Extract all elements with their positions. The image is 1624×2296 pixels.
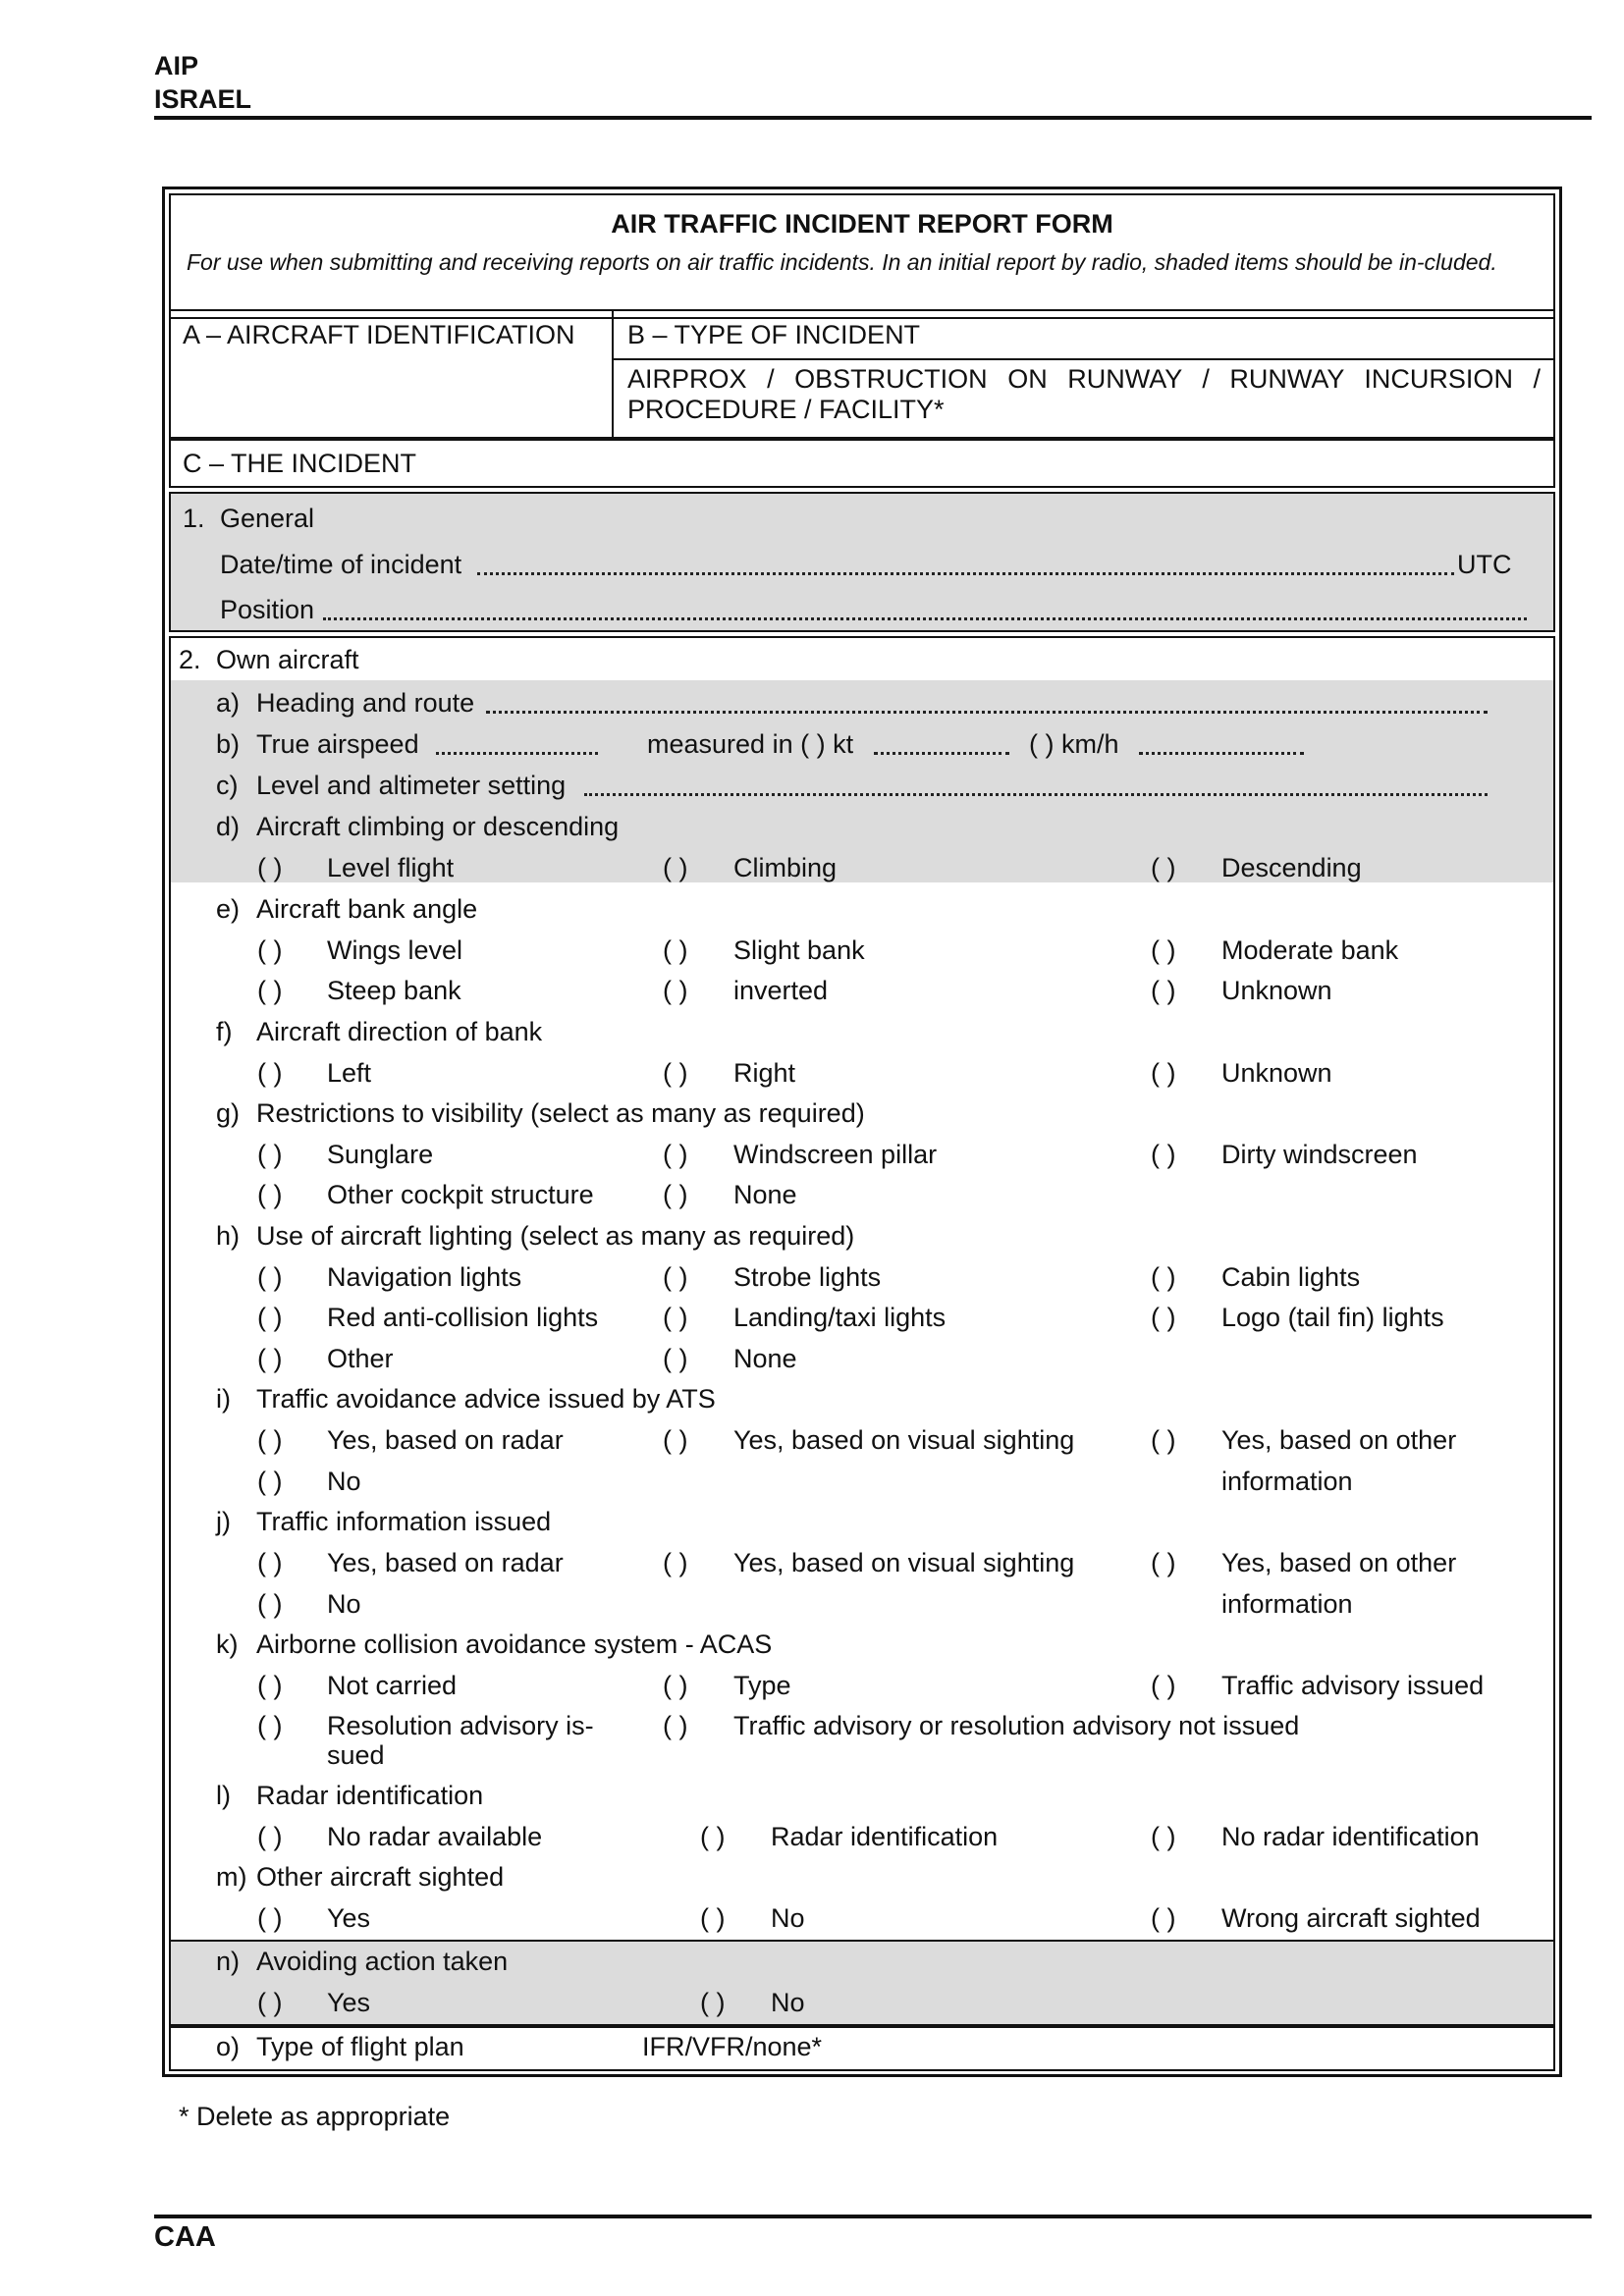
item-l-label: Radar identification <box>256 1781 484 1810</box>
position-label: Position <box>220 595 315 624</box>
datetime-dots[interactable] <box>477 572 1454 575</box>
checkbox-cabin-lights[interactable]: ( ) <box>1151 1262 1176 1292</box>
form-intro: For use when submitting and receiving reports on air traffic incidents. In an initial report by radio, shaded items should be in-cluded. <box>187 249 1497 275</box>
opt-slight-bank: Slight bank <box>733 935 865 965</box>
n-top-rule <box>171 1940 1553 1942</box>
opt-windscreen-pillar: Windscreen pillar <box>733 1140 938 1169</box>
general-box <box>169 492 1555 632</box>
item-n-label: Avoiding action taken <box>256 1947 509 1976</box>
item-a-label: Heading and route <box>256 688 475 718</box>
checkbox-i-other[interactable]: ( ) <box>1151 1425 1176 1455</box>
opt-moderate-bank: Moderate bank <box>1221 935 1399 965</box>
opt-climbing: Climbing <box>733 853 838 882</box>
footnote: * Delete as appropriate <box>179 2102 451 2131</box>
incident-types <box>627 364 1541 425</box>
document-header <box>154 49 251 116</box>
opt-j-other: Yes, based on other <box>1221 1548 1457 1577</box>
checkbox-logo-lights[interactable]: ( ) <box>1151 1303 1176 1332</box>
opt-i-other: Yes, based on other <box>1221 1425 1457 1455</box>
heading-route-dots[interactable] <box>486 711 1488 714</box>
incident-types-text: AIRPROX / OBSTRUCTION ON RUNWAY / RUNWAY INCURSION / PROCEDURE / FACILITY* <box>627 364 1541 424</box>
opt-radar-identification: Radar identification <box>771 1822 999 1851</box>
checkbox-i-radar[interactable]: ( ) <box>257 1425 283 1455</box>
kmh-dots[interactable] <box>1139 752 1304 755</box>
checkbox-acas-type[interactable]: ( ) <box>663 1671 688 1700</box>
checkbox-j-visual[interactable]: ( ) <box>663 1548 688 1577</box>
opt-wrong-aircraft: Wrong aircraft sighted <box>1221 1903 1481 1933</box>
opt-avoiding-yes: Yes <box>327 1988 371 2017</box>
opt-advisory-not-issued: Traffic advisory or resolution advisory not issued <box>733 1711 1300 1740</box>
item-o-letter: o) <box>216 2032 241 2061</box>
item-k-letter: k) <box>216 1629 239 1659</box>
kt-dots[interactable] <box>874 752 1009 755</box>
opt-anti-collision: Red anti-collision lights <box>327 1303 599 1332</box>
opt-resolution-advisory: Resolution advisory is- <box>327 1711 594 1740</box>
opt-navigation-lights: Navigation lights <box>327 1262 522 1292</box>
opt-logo-lights: Logo (tail fin) lights <box>1221 1303 1444 1332</box>
checkbox-j-other[interactable]: ( ) <box>1151 1548 1176 1577</box>
checkbox-visibility-none[interactable]: ( ) <box>663 1180 688 1209</box>
ab-divider <box>612 311 614 437</box>
item-i-letter: i) <box>216 1384 231 1414</box>
checkbox-i-no[interactable]: ( ) <box>257 1467 283 1496</box>
airspeed-dots[interactable] <box>436 752 598 755</box>
item-o-label: Type of flight plan <box>256 2032 464 2061</box>
item-f-letter: f) <box>216 1017 233 1046</box>
checkbox-climbing[interactable]: ( ) <box>663 853 688 882</box>
checkbox-level-flight[interactable]: ( ) <box>257 853 283 882</box>
opt-sunglare: Sunglare <box>327 1140 434 1169</box>
item-d-letter: d) <box>216 812 241 841</box>
checkbox-right[interactable]: ( ) <box>663 1058 688 1088</box>
item-d-label: Aircraft climbing or descending <box>256 812 620 841</box>
item-k-label: Airborne collision avoidance system - ACAS <box>256 1629 773 1659</box>
opt-traffic-advisory: Traffic advisory issued <box>1221 1671 1485 1700</box>
checkbox-sighted-yes[interactable]: ( ) <box>257 1903 283 1933</box>
opt-acas-type: Type <box>733 1671 791 1700</box>
item-e-letter: e) <box>216 894 241 924</box>
item-b-label: True airspeed <box>256 729 419 759</box>
item-i-label: Traffic avoidance advice issued by ATS <box>256 1384 716 1414</box>
b-divider <box>612 358 1555 360</box>
own-number: 2. <box>179 645 201 674</box>
checkbox-j-no[interactable]: ( ) <box>257 1589 283 1619</box>
opt-right: Right <box>733 1058 796 1088</box>
checkbox-inverted[interactable]: ( ) <box>663 976 688 1005</box>
opt-inverted: inverted <box>733 976 829 1005</box>
section-c-label: C – THE INCIDENT <box>183 449 417 478</box>
datetime-label: Date/time of incident <box>220 550 462 579</box>
checkbox-j-radar[interactable]: ( ) <box>257 1548 283 1577</box>
checkbox-traffic-advisory[interactable]: ( ) <box>1151 1671 1176 1700</box>
measured-in-kt: measured in ( ) kt <box>647 729 854 759</box>
header-rule <box>154 116 1592 120</box>
opt-direction-unknown: Unknown <box>1221 1058 1332 1088</box>
item-h-label: Use of aircraft lighting (select as many as required) <box>256 1221 855 1251</box>
item-e-label: Aircraft bank angle <box>256 894 478 924</box>
opt-level-flight: Level flight <box>327 853 455 882</box>
opt-i-visual: Yes, based on visual sighting <box>733 1425 1075 1455</box>
checkbox-dirty-windscreen[interactable]: ( ) <box>1151 1140 1176 1169</box>
opt-sighted-yes: Yes <box>327 1903 371 1933</box>
opt-steep-bank: Steep bank <box>327 976 461 1005</box>
item-c-label: Level and altimeter setting <box>256 771 567 800</box>
form-title: AIR TRAFFIC INCIDENT REPORT FORM <box>611 209 1113 239</box>
checkbox-no-radar[interactable]: ( ) <box>257 1822 283 1851</box>
footer-caa: CAA <box>154 2221 216 2253</box>
opt-left: Left <box>327 1058 372 1088</box>
footer-rule <box>154 2215 1592 2218</box>
item-f-label: Aircraft direction of bank <box>256 1017 543 1046</box>
checkbox-sighted-no[interactable]: ( ) <box>700 1903 726 1933</box>
section-a-label: A – AIRCRAFT IDENTIFICATION <box>183 320 575 349</box>
item-m-label: Other aircraft sighted <box>256 1862 505 1892</box>
item-l-letter: l) <box>216 1781 231 1810</box>
item-c-letter: c) <box>216 771 239 800</box>
checkbox-direction-unknown[interactable]: ( ) <box>1151 1058 1176 1088</box>
checkbox-strobe-lights[interactable]: ( ) <box>663 1262 688 1292</box>
opt-other-cockpit: Other cockpit structure <box>327 1180 594 1209</box>
flight-plan-value: IFR/VFR/none* <box>642 2032 823 2061</box>
item-a-letter: a) <box>216 688 241 718</box>
checkbox-avoiding-no[interactable]: ( ) <box>700 1988 726 2017</box>
opt-cabin-lights: Cabin lights <box>1221 1262 1361 1292</box>
opt-landing-taxi: Landing/taxi lights <box>733 1303 947 1332</box>
item-j-label: Traffic information issued <box>256 1507 552 1536</box>
checkbox-bank-unknown[interactable]: ( ) <box>1151 976 1176 1005</box>
checkbox-avoiding-yes[interactable]: ( ) <box>257 1988 283 2017</box>
title-box <box>169 193 1555 319</box>
checkbox-wings-level[interactable]: ( ) <box>257 935 283 965</box>
item-g-label: Restrictions to visibility (select as many as required) <box>256 1098 865 1128</box>
item-m-letter: m) <box>216 1862 247 1892</box>
opt-j-radar: Yes, based on radar <box>327 1548 564 1577</box>
item-h-letter: h) <box>216 1221 241 1251</box>
item-n-letter: n) <box>216 1947 241 1976</box>
own-title: Own aircraft <box>216 645 359 674</box>
checkbox-left[interactable]: ( ) <box>257 1058 283 1088</box>
item-b-letter: b) <box>216 729 241 759</box>
kmh-option: ( ) km/h <box>1029 729 1119 759</box>
checkbox-radar-identification[interactable]: ( ) <box>700 1822 726 1851</box>
opt-i-radar: Yes, based on radar <box>327 1425 564 1455</box>
checkbox-resolution-advisory[interactable]: ( ) <box>257 1711 283 1740</box>
opt-avoiding-no: No <box>771 1988 805 2017</box>
opt-wings-level: Wings level <box>327 935 463 965</box>
opt-strobe-lights: Strobe lights <box>733 1262 882 1292</box>
c-box <box>169 439 1555 488</box>
opt-bank-unknown: Unknown <box>1221 976 1332 1005</box>
checkbox-moderate-bank[interactable]: ( ) <box>1151 935 1176 965</box>
opt-i-no: No <box>327 1467 361 1496</box>
general-number: 1. <box>183 504 205 533</box>
checkbox-not-carried[interactable]: ( ) <box>257 1671 283 1700</box>
opt-resolution-advisory-cont: sued <box>327 1740 385 1770</box>
opt-no-radar-identification: No radar identification <box>1221 1822 1480 1851</box>
opt-sighted-no: No <box>771 1903 805 1933</box>
level-altimeter-dots[interactable] <box>584 793 1488 796</box>
checkbox-no-radar-identification[interactable]: ( ) <box>1151 1822 1176 1851</box>
ab-box <box>169 309 1555 439</box>
opt-no-radar: No radar available <box>327 1822 543 1851</box>
opt-dirty-windscreen: Dirty windscreen <box>1221 1140 1418 1169</box>
utc-label: UTC <box>1457 550 1512 579</box>
header-country: ISRAEL <box>154 84 252 114</box>
checkbox-wrong-aircraft[interactable]: ( ) <box>1151 1903 1176 1933</box>
checkbox-windscreen-pillar[interactable]: ( ) <box>663 1140 688 1169</box>
position-dots[interactable] <box>323 617 1527 620</box>
checkbox-descending[interactable]: ( ) <box>1151 853 1176 882</box>
section-b-label: B – TYPE OF INCIDENT <box>627 320 921 349</box>
header-aip: AIP <box>154 51 199 80</box>
checkbox-i-visual[interactable]: ( ) <box>663 1425 688 1455</box>
checkbox-navigation-lights[interactable]: ( ) <box>257 1262 283 1292</box>
checkbox-lighting-none[interactable]: ( ) <box>663 1344 688 1373</box>
opt-j-no: No <box>327 1589 361 1619</box>
checkbox-anti-collision[interactable]: ( ) <box>257 1303 283 1332</box>
general-title: General <box>220 504 315 533</box>
opt-lighting-none: None <box>733 1344 797 1373</box>
checkbox-slight-bank[interactable]: ( ) <box>663 935 688 965</box>
opt-descending: Descending <box>1221 853 1362 882</box>
checkbox-lighting-other[interactable]: ( ) <box>257 1344 283 1373</box>
opt-lighting-other: Other <box>327 1344 394 1373</box>
opt-j-visual: Yes, based on visual sighting <box>733 1548 1075 1577</box>
checkbox-advisory-not-issued[interactable]: ( ) <box>663 1711 688 1740</box>
checkbox-sunglare[interactable]: ( ) <box>257 1140 283 1169</box>
item-j-letter: j) <box>216 1507 231 1536</box>
item-g-letter: g) <box>216 1098 241 1128</box>
checkbox-steep-bank[interactable]: ( ) <box>257 976 283 1005</box>
opt-not-carried: Not carried <box>327 1671 458 1700</box>
opt-visibility-none: None <box>733 1180 797 1209</box>
checkbox-landing-taxi[interactable]: ( ) <box>663 1303 688 1332</box>
checkbox-other-cockpit[interactable]: ( ) <box>257 1180 283 1209</box>
opt-i-other-cont: information <box>1221 1467 1353 1496</box>
opt-j-other-cont: information <box>1221 1589 1353 1619</box>
